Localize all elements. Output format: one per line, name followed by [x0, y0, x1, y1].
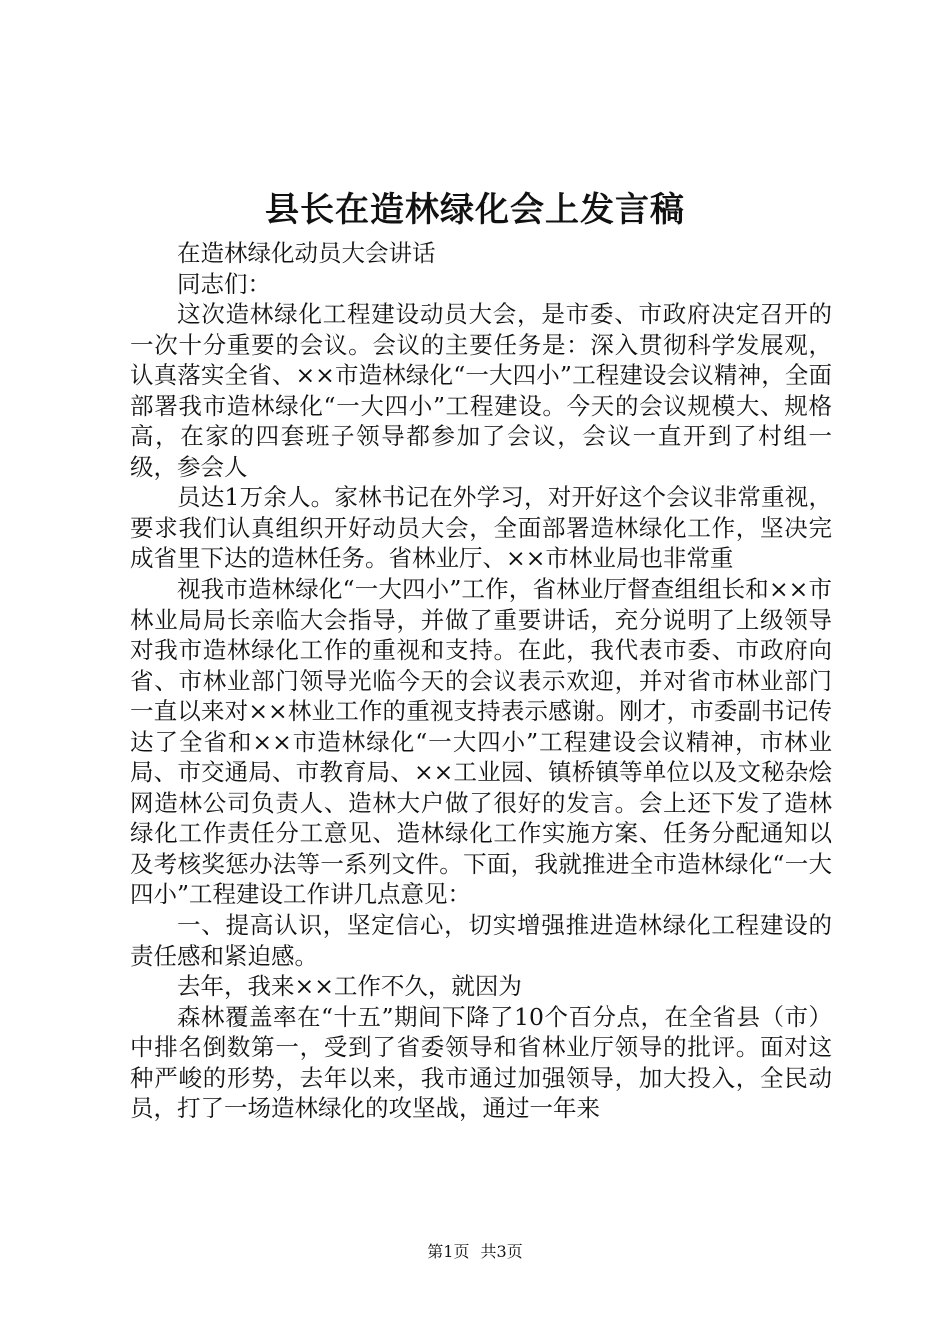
page-total: 共3页 — [480, 1242, 523, 1261]
paragraph-subtitle: 在造林绿化动员大会讲话 — [177, 239, 436, 267]
page-number: 第1页 — [427, 1242, 470, 1261]
paragraph: 视我市造林绿化“一大四小”工作，省林业厅督查组组长和××市林业局局长亲临大会指导，并做了重要讲话，充分说明了上级领导对我市造林绿化工作的重视和支持。在此，我代表市委、市政府向省、市林业部门领导光临今天的会议表示欢迎，并对省市林业部门一直以来对××林业工作的重视支持表示感谢。刚才，市委副书记传达了全省和××市造林绿化“一大四小”工程建设会议精神，市林业局、市交通局、市教育局、××工业园、镇桥镇等单位以及文秘杂烩网造林公司负责人、造林大户做了很好的发言。会上还下发了造林绿化工作责任分工意见、造林绿化工作实施方案、任务分配通知以及考核奖惩办法等一系列文件。下面，我就推进全市造林绿化“一大四小”工程建设工作讲几点意见： — [130, 575, 832, 909]
document-body — [130, 238, 832, 1124]
paragraph: 员达1万余人。家林书记在外学习，对开好这个会议非常重视，要求我们认真组织开好动员大会，全面部署造林绿化工作，坚决完成省里下达的造林任务。省林业厅、××市林业局也非常重 — [130, 483, 832, 573]
paragraph-salutation: 同志们： — [177, 269, 271, 298]
page-footer — [0, 1240, 950, 1264]
paragraph: 去年，我来××工作不久，就因为 — [177, 972, 522, 1001]
paragraph-heading: 一、提高认识，坚定信心，切实增强推进造林绿化工程建设的责任感和紧迫感。 — [130, 911, 832, 970]
paragraph: 这次造林绿化工程建设动员大会，是市委、市政府决定召开的一次十分重要的会议。会议的主要任务是：深入贯彻科学发展观，认真落实全省、××市造林绿化“一大四小”工程建设会议精神，全面部署我市造林绿化“一大四小”工程建设。今天的会议规模大、规格高，在家的四套班子领导都参加了会议，会议一直开到了村组一级，参会人 — [130, 300, 832, 481]
document-title: 县长在造林绿化会上发言稿 — [265, 190, 685, 230]
paragraph: 森林覆盖率在“十五”期间下降了10个百分点，在全省县（市）中排名倒数第一，受到了省委领导和省林业厅领导的批评。面对这种严峻的形势，去年以来，我市通过加强领导，加大投入，全民动员，打了一场造林绿化的攻坚战，通过一年来 — [130, 1002, 832, 1123]
